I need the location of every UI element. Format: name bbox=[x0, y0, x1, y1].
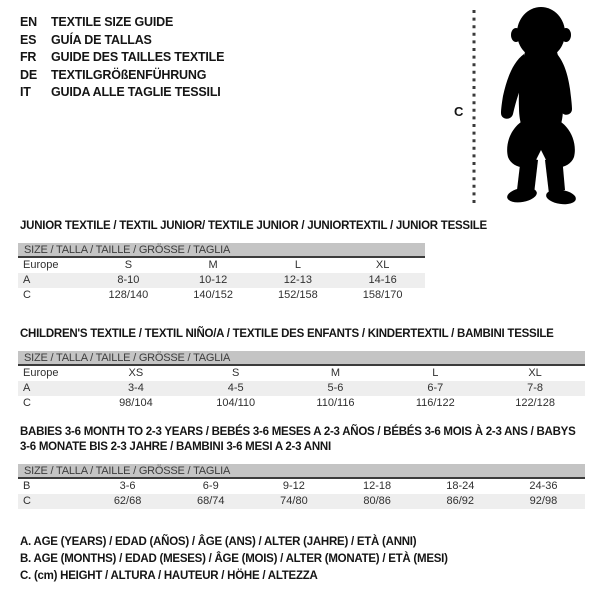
size-cell: 128/140 bbox=[108, 289, 149, 301]
table-row bbox=[18, 479, 585, 494]
table-row bbox=[18, 258, 425, 273]
row-label: C bbox=[23, 289, 31, 301]
language-row bbox=[20, 32, 224, 50]
size-cell: 14-16 bbox=[368, 274, 397, 286]
size-cell: 116/122 bbox=[415, 397, 455, 409]
row-label: C bbox=[23, 495, 31, 507]
size-cell: 98/104 bbox=[119, 397, 153, 409]
section-title: CHILDREN'S TEXTILE / TEXTIL NIÑO/A / TEXTILE DES ENFANTS / KINDERTEXTIL / BAMBINI TESSILE bbox=[20, 328, 554, 340]
size-cell: L bbox=[432, 367, 439, 379]
size-header-bar: SIZE / TALLA / TAILLE / GRÖSSE / TAGLIA bbox=[18, 243, 425, 258]
size-table-section bbox=[0, 327, 600, 411]
language-row bbox=[20, 67, 224, 85]
table-row bbox=[18, 396, 585, 411]
language-list bbox=[20, 14, 224, 102]
size-cell: 3-4 bbox=[127, 382, 144, 394]
row-label: A bbox=[23, 382, 31, 394]
row-label: Europe bbox=[23, 367, 59, 379]
size-cell: 158/170 bbox=[362, 289, 403, 301]
size-cell: 5-6 bbox=[327, 382, 344, 394]
language-label: GUÍA DE TALLAS bbox=[51, 32, 152, 47]
toddler-silhouette-icon bbox=[450, 4, 600, 210]
header bbox=[0, 0, 600, 212]
size-cell: 18-24 bbox=[446, 480, 475, 492]
table-rows bbox=[18, 366, 585, 411]
language-row bbox=[20, 49, 224, 67]
table-row bbox=[18, 494, 585, 509]
size-cell: S bbox=[124, 259, 133, 271]
size-cell: 8-10 bbox=[117, 274, 140, 286]
size-table bbox=[18, 351, 585, 411]
toddler-shape bbox=[501, 7, 577, 206]
size-cell: 9-12 bbox=[282, 480, 305, 492]
size-cell: 6-9 bbox=[202, 480, 219, 492]
language-label: TEXTILGRÖßENFÜHRUNG bbox=[51, 67, 207, 82]
footnote-line: C. (cm) HEIGHT / ALTURA / HAUTEUR / HÖHE / ALTEZZA bbox=[20, 570, 318, 582]
table-row bbox=[18, 273, 425, 288]
row-label: C bbox=[23, 397, 31, 409]
size-cell: 80/86 bbox=[363, 495, 391, 507]
size-cell: 7-8 bbox=[527, 382, 544, 394]
height-measure-label: C bbox=[454, 104, 464, 119]
language-code: IT bbox=[20, 85, 31, 99]
height-figure bbox=[450, 4, 600, 210]
footnote-line: A. AGE (YEARS) / EDAD (AÑOS) / ÂGE (ANS) / ALTER (JAHRE) / ETÀ (ANNI) bbox=[20, 536, 417, 548]
footnote-line: B. AGE (MONTHS) / EDAD (MESES) / ÂGE (MOIS) / ALTER (MONATE) / ETÀ (MESI) bbox=[20, 553, 448, 565]
size-cell: 12-13 bbox=[283, 274, 312, 286]
size-cell: 110/116 bbox=[316, 397, 355, 409]
size-cell: 24-36 bbox=[529, 480, 558, 492]
row-label: B bbox=[23, 480, 31, 492]
language-row bbox=[20, 84, 224, 102]
size-cell: 68/74 bbox=[196, 495, 225, 507]
size-cell: 152/158 bbox=[277, 289, 318, 301]
size-cell: 74/80 bbox=[280, 495, 308, 507]
size-cell: 62/68 bbox=[113, 495, 142, 507]
size-table bbox=[18, 243, 425, 303]
language-label: GUIDE DES TAILLES TEXTILE bbox=[51, 50, 225, 64]
table-row bbox=[18, 366, 585, 381]
language-code: DE bbox=[20, 67, 37, 82]
size-cell: M bbox=[208, 259, 218, 271]
size-table-section bbox=[0, 425, 600, 509]
size-cell: 122/128 bbox=[515, 397, 555, 409]
language-code: EN bbox=[20, 15, 37, 29]
language-code: ES bbox=[20, 32, 37, 47]
section-title: JUNIOR TEXTILE / TEXTIL JUNIOR/ TEXTILE JUNIOR / JUNIORTEXTIL / JUNIOR TESSILE bbox=[20, 220, 487, 232]
table-rows bbox=[18, 258, 425, 303]
table-rows bbox=[18, 479, 585, 509]
size-cell: 86/92 bbox=[446, 495, 475, 507]
table-row bbox=[18, 288, 425, 303]
size-cell: S bbox=[232, 367, 240, 379]
size-cell: XS bbox=[128, 367, 144, 379]
size-cell: XL bbox=[528, 367, 542, 379]
size-header-bar: SIZE / TALLA / TAILLE / GRÖSSE / TAGLIA bbox=[18, 464, 585, 479]
footnotes bbox=[20, 534, 600, 585]
language-label: TEXTILE SIZE GUIDE bbox=[51, 15, 174, 29]
table-row bbox=[18, 381, 585, 396]
size-cell: 104/110 bbox=[216, 397, 256, 409]
language-code: FR bbox=[20, 50, 37, 64]
size-cell: M bbox=[330, 367, 341, 379]
size-cell: 4-5 bbox=[227, 382, 244, 394]
row-label: A bbox=[23, 274, 31, 286]
section-title: BABIES 3-6 MONTH TO 2-3 YEARS / BEBÉS 3-6 MESES A 2-3 AÑOS / BÉBÉS 3-6 MOIS À 2-3 ANS / BABYS 3-6 MONATE BIS 2-3 JAHRE / BAMBINI 3-6 MESI A 2-3 ANNI bbox=[20, 426, 576, 453]
size-cell: L bbox=[294, 259, 301, 271]
size-header-bar: SIZE / TALLA / TAILLE / GRÖSSE / TAGLIA bbox=[18, 351, 585, 366]
language-row bbox=[20, 14, 224, 32]
size-cell: 3-6 bbox=[119, 480, 136, 492]
size-table bbox=[18, 464, 585, 509]
size-cell: 6-7 bbox=[427, 382, 444, 394]
row-label: Europe bbox=[23, 259, 59, 271]
size-tables bbox=[0, 219, 600, 509]
size-table-section bbox=[0, 219, 600, 303]
size-cell: 92/98 bbox=[529, 495, 558, 507]
size-cell: XL bbox=[375, 259, 390, 271]
language-label: GUIDA ALLE TAGLIE TESSILI bbox=[51, 85, 221, 99]
size-cell: 140/152 bbox=[193, 289, 233, 301]
size-cell: 12-18 bbox=[363, 480, 392, 492]
size-cell: 10-12 bbox=[199, 274, 228, 286]
